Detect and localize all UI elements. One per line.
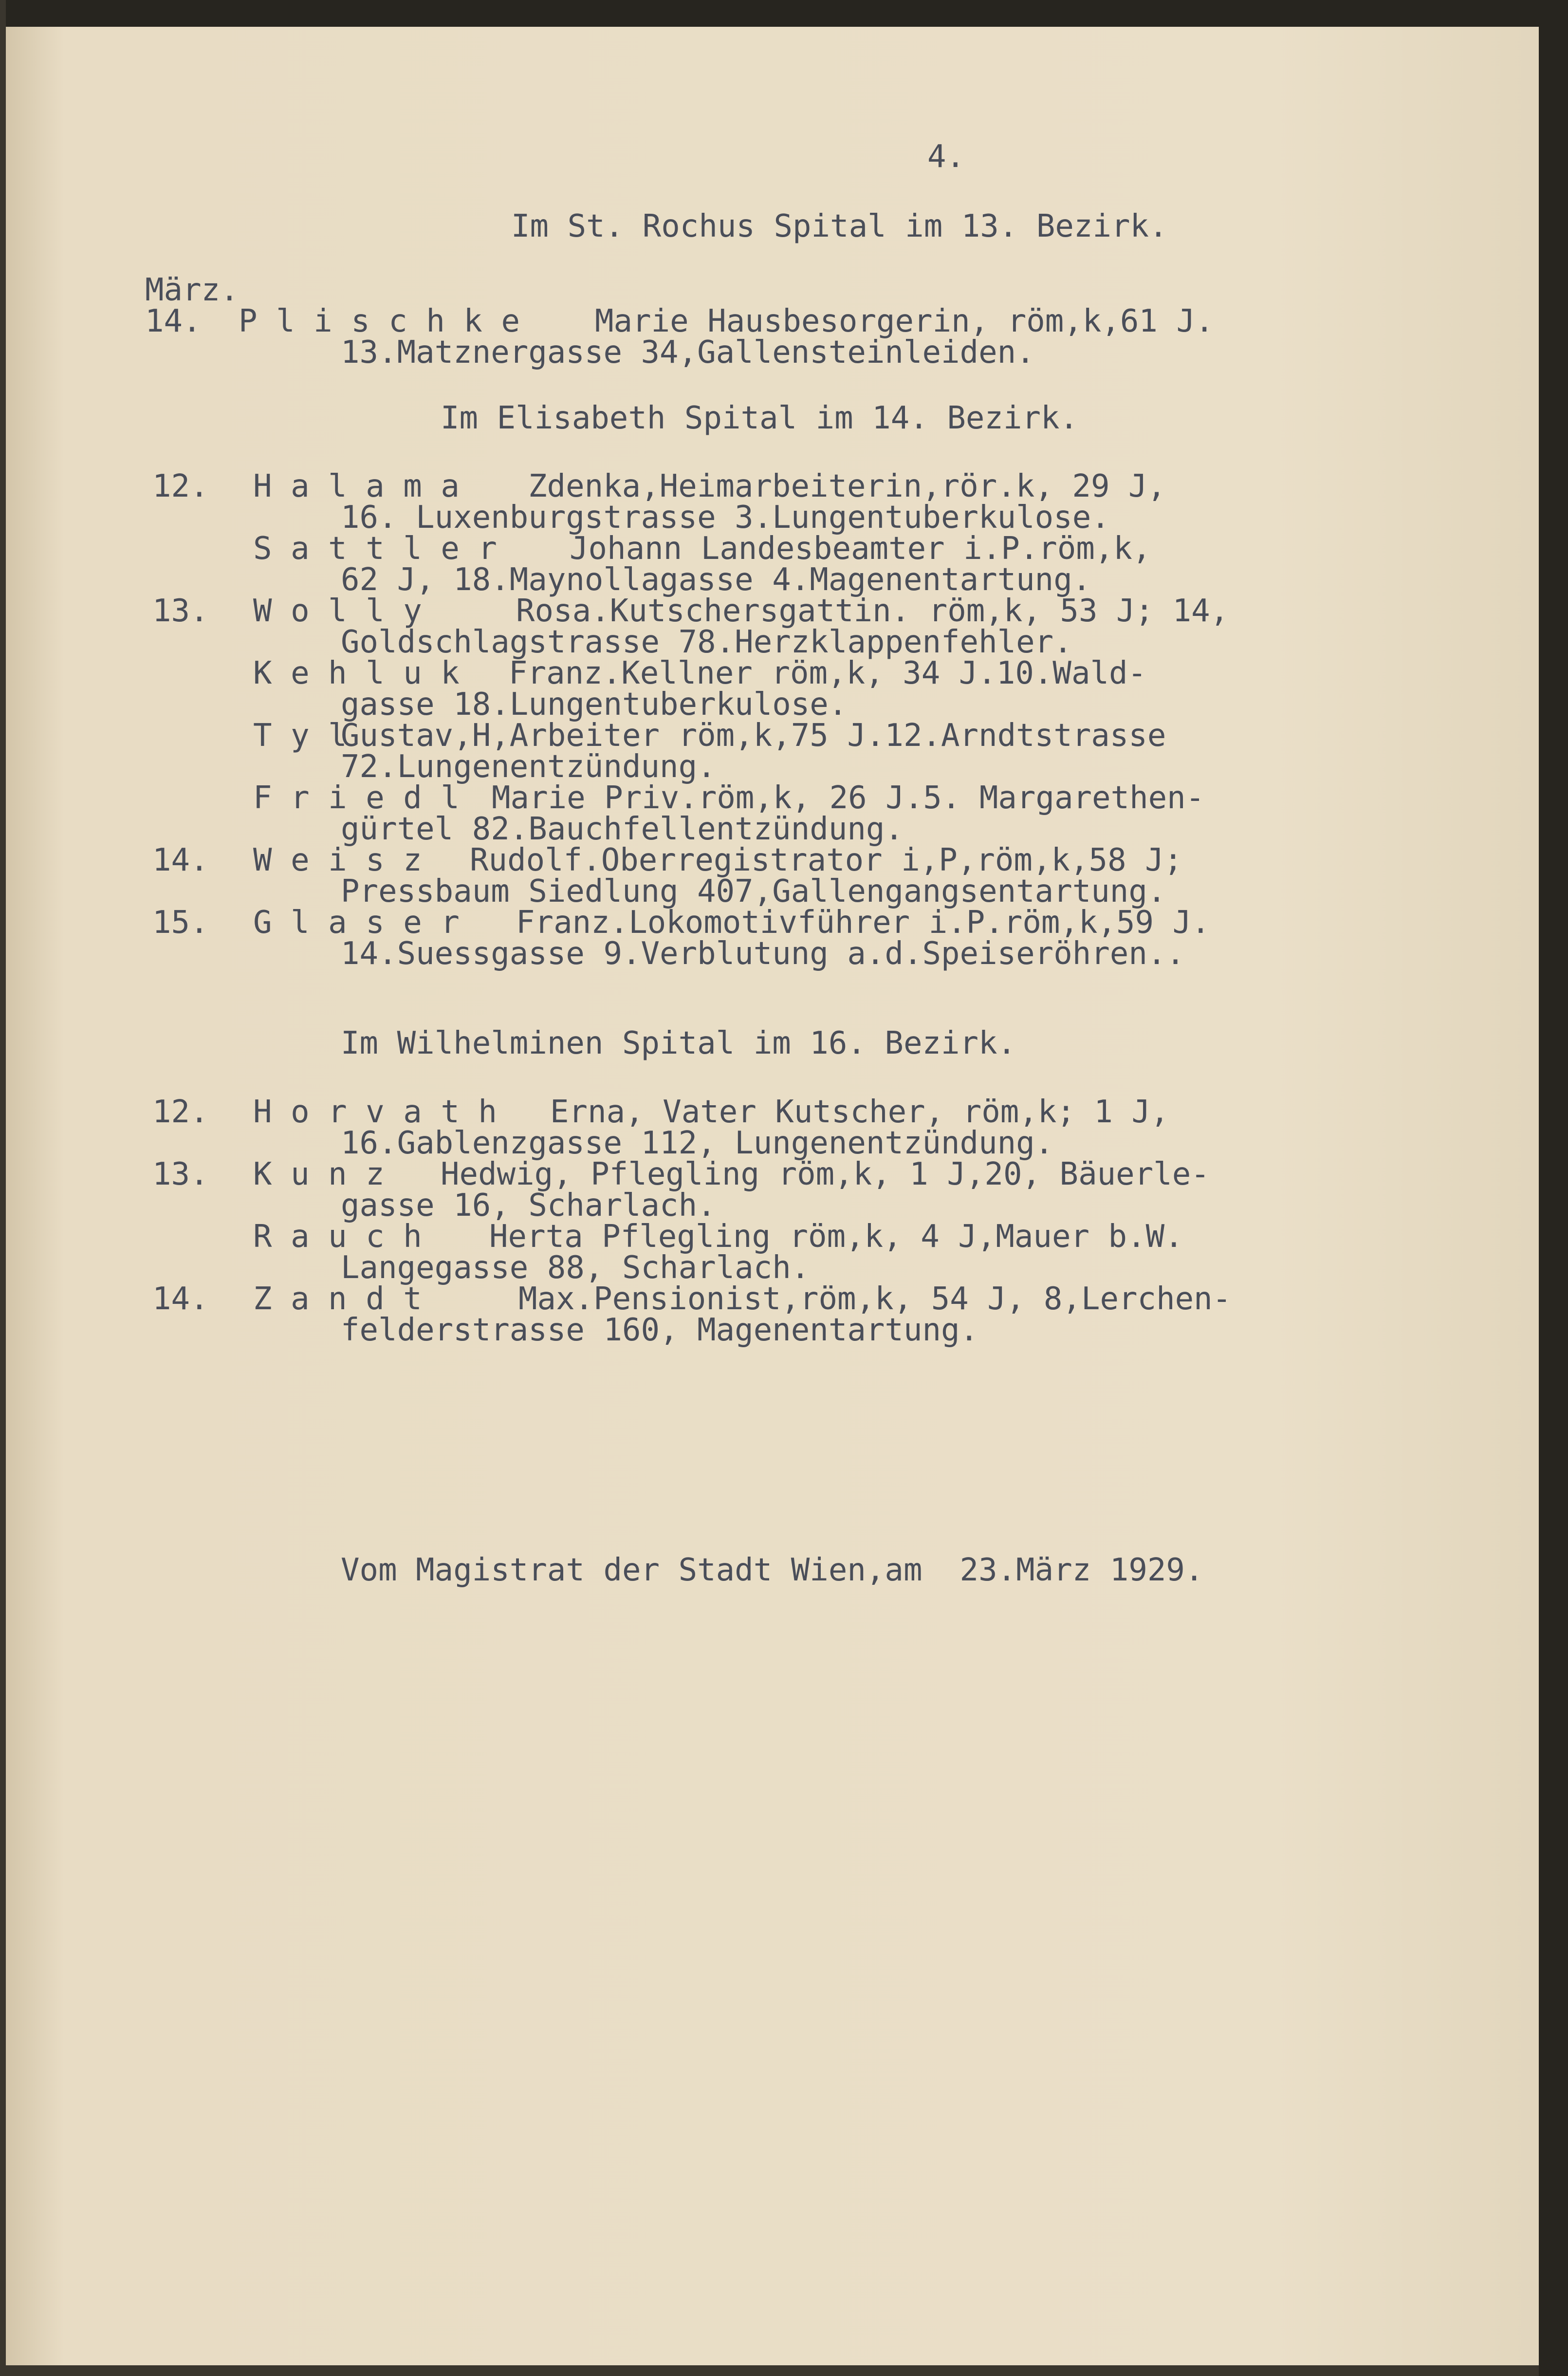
page-number: 4. — [927, 139, 965, 175]
entry-date: 13. — [152, 593, 209, 629]
entry-name: W o l l y — [253, 593, 422, 629]
entry-details: Max.Pensionist,röm,k, 54 J, 8,Lerchen- — [518, 1281, 1232, 1317]
entry-details-cont: 72.Lungenentzündung. — [341, 749, 716, 785]
entry-details-cont: Langegasse 88, Scharlach. — [341, 1250, 810, 1286]
paper-sheet — [6, 27, 1539, 2365]
entry-name: F r i e d l — [253, 780, 460, 816]
entry-name: H a l a m a — [253, 468, 460, 504]
scan-border-top — [0, 0, 1568, 27]
scan-border-bottom — [0, 2365, 1568, 2376]
entry-date: 12. — [152, 1094, 209, 1130]
entry-details: Franz.Kellner röm,k, 34 J.10.Wald- — [509, 655, 1147, 691]
entry-details: Marie Priv.röm,k, 26 J.5. Margarethen- — [492, 780, 1205, 816]
entry-name: H o r v a t h — [253, 1094, 497, 1130]
entry-details: Rudolf.Oberregistrator i,P,röm,k,58 J; — [470, 842, 1183, 878]
footer-signature-line: Vom Magistrat der Stadt Wien,am 23.März 1929. — [341, 1552, 1204, 1588]
entry-details: Hedwig, Pflegling röm,k, 1 J,20, Bäuerle- — [441, 1156, 1210, 1192]
entry-name: Z a n d t — [253, 1281, 422, 1317]
entry-name: T y l — [253, 718, 347, 754]
entry-details-cont: Pressbaum Siedlung 407,Gallengangsentartung. — [341, 873, 1166, 910]
entry-name: W e i s z — [253, 842, 422, 878]
scan-border-right — [1539, 0, 1568, 2376]
entry-details-cont: 62 J, 18.Maynollagasse 4.Magenentartung. — [341, 562, 1091, 598]
entry-date: 14. — [152, 842, 209, 878]
entry-details-cont: felderstrasse 160, Magenentartung. — [341, 1312, 979, 1348]
month-label: März. — [145, 272, 239, 308]
entry-details-cont: 16. Luxenburgstrasse 3.Lungentuberkulose. — [341, 500, 1110, 536]
entry-details-cont: 16.Gablenzgasse 112, Lungenentzündung. — [341, 1125, 1054, 1161]
entry-name: K e h l u k — [253, 655, 460, 691]
section-heading-rochus: Im St. Rochus Spital im 13. Bezirk. — [511, 208, 1168, 244]
entry-details: Herta Pflegling röm,k, 4 J,Mauer b.W. — [489, 1219, 1183, 1255]
scan-border-left — [0, 0, 6, 2376]
entry-details-cont: gasse 16, Scharlach. — [341, 1188, 716, 1224]
entry-details: Zdenka,Heimarbeiterin,rör.k, 29 J, — [528, 468, 1166, 504]
entry-date: 14. — [145, 303, 202, 339]
entry-name: S a t t l e r — [253, 531, 497, 567]
entry-name: G l a s e r — [253, 905, 460, 941]
entry-details-cont: 13.Matznergasse 34,Gallensteinleiden. — [341, 334, 1035, 371]
entry-details-cont: gasse 18.Lungentuberkulose. — [341, 687, 848, 723]
entry-details: Franz.Lokomotivführer i.P.röm,k,59 J. — [516, 905, 1210, 941]
entry-details-cont: 14.Suessgasse 9.Verblutung a.d.Speiseröhren.. — [341, 936, 1185, 972]
entry-details: Erna, Vater Kutscher, röm,k; 1 J, — [550, 1094, 1169, 1130]
entry-details-cont: Goldschlagstrasse 78.Herzklappenfehler. — [341, 624, 1072, 660]
entry-name: R a u c h — [253, 1219, 422, 1255]
entry-date: 13. — [152, 1156, 209, 1192]
entry-details: Marie Hausbesorgerin, röm,k,61 J. — [595, 303, 1214, 339]
entry-date: 15. — [152, 905, 209, 941]
entry-details: Gustav,H,Arbeiter röm,k,75 J.12.Arndtstrasse — [341, 718, 1166, 754]
entry-details: Rosa.Kutschersgattin. röm,k, 53 J; 14, — [516, 593, 1229, 629]
entry-details-cont: gürtel 82.Bauchfellentzündung. — [341, 811, 904, 847]
entry-date: 14. — [152, 1281, 209, 1317]
entry-name: K u n z — [253, 1156, 385, 1192]
section-heading-wilhelminen: Im Wilhelminen Spital im 16. Bezirk. — [341, 1025, 1016, 1061]
entry-date: 12. — [152, 468, 209, 504]
entry-details: Johann Landesbeamter i.P.röm,k, — [570, 531, 1151, 567]
entry-name: P l i s c h k e — [239, 303, 520, 339]
section-heading-elisabeth: Im Elisabeth Spital im 14. Bezirk. — [441, 400, 1079, 436]
